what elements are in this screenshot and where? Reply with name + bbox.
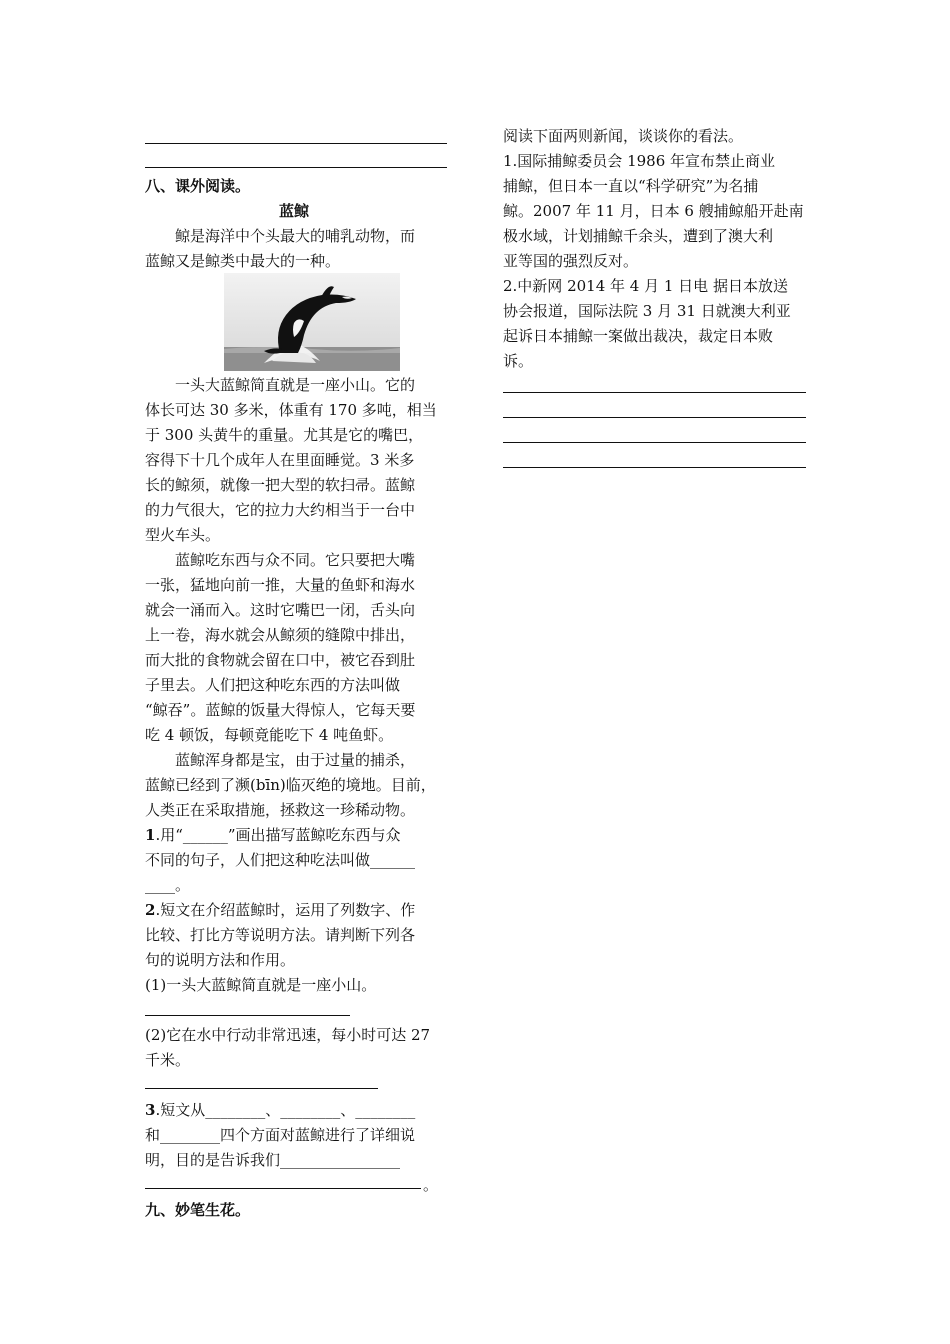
question-2: [145, 900, 415, 920]
paragraph-line: 而大批的食物就会留在口中，被它吞到肚: [145, 651, 416, 669]
question-line: 千米。: [145, 1051, 191, 1069]
answer-line: [503, 392, 806, 393]
news-2-line: 诉。: [503, 352, 534, 370]
news-2-line: 2.中新网 2014 年 4 月 1 日电 据日本放送: [503, 277, 788, 295]
answer-line: [503, 442, 806, 443]
question-text: .用“______”画出描写蓝鲸吃东西与众: [155, 826, 401, 844]
question-2-item-2: (2)它在水中行动非常迅速，每小时可达 27: [145, 1026, 431, 1044]
answer-line: [503, 467, 806, 468]
paragraph-line: 长的鲸须，就像一把大型的软扫帚。蓝鲸: [145, 476, 416, 494]
news-1-line: 鲸。2007 年 11 月，日本 6 艘捕鲸船开赴南: [503, 202, 804, 220]
question-3: [145, 1100, 415, 1120]
paragraph-line: 蓝鲸又是鲸类中最大的一种。: [145, 252, 341, 270]
paragraph-line: 鲸是海洋中个头最大的哺乳动物，而: [175, 227, 416, 245]
question-1: [145, 825, 401, 845]
paragraph-line: 的力气很大，它的拉力大约相当于一台中: [145, 501, 416, 519]
question-line: ____。: [145, 876, 191, 894]
paragraph-line: 于 300 头黄牛的重量。尤其是它的嘴巴，: [145, 426, 424, 444]
paragraph-line: 蓝鲸已经到了濒(bīn)临灭绝的境地。目前，: [145, 776, 436, 794]
paragraph-line: 型火车头。: [145, 526, 221, 544]
question-line-end: 。: [423, 1176, 439, 1194]
question-number: 1: [145, 826, 156, 844]
paragraph-line: 蓝鲸浑身都是宝，由于过量的捕杀，: [175, 751, 416, 769]
orca-icon: [224, 273, 400, 371]
answer-line: [145, 143, 447, 144]
question-text: .短文在介绍蓝鲸时，运用了列数字、作: [155, 901, 416, 919]
question-line: 句的说明方法和作用。: [145, 951, 296, 969]
paragraph-line: 吃 4 顿饭，每顿竟能吃下 4 吨鱼虾。: [145, 726, 394, 744]
news-2-line: 起诉日本捕鲸一案做出裁决，裁定日本败: [503, 327, 774, 345]
question-line: 明，目的是告诉我们________________: [145, 1151, 401, 1169]
news-2-line: 协会报道，国际法院 3 月 31 日就澳大利亚: [503, 302, 791, 320]
answer-line: [503, 417, 806, 418]
paragraph-line: 容得下十几个成年人在里面睡觉。3 米多: [145, 451, 415, 469]
answer-line: [145, 1188, 421, 1189]
question-line: 和________四个方面对蓝鲸进行了详细说: [145, 1126, 416, 1144]
news-1-line: 亚等国的强烈反对。: [503, 252, 639, 270]
question-number: 2: [145, 901, 156, 919]
paragraph-line: 就会一涌而入。这时它嘴巴一闭，舌头向: [145, 601, 416, 619]
orca-photo: [224, 273, 400, 371]
passage-title: 蓝鲸: [279, 202, 310, 220]
question-line: 比较、打比方等说明方法。请判断下列各: [145, 926, 416, 944]
paragraph-line: 子里去。人们把这种吃东西的方法叫做: [145, 676, 401, 694]
news-1-line: 极水域，计划捕鲸千余头，遭到了澳大利: [503, 227, 774, 245]
answer-line: [145, 1015, 350, 1016]
news-1-line: 1.国际捕鲸委员会 1986 年宣布禁止商业: [503, 152, 776, 170]
paragraph-line: 一头大蓝鲸简直就是一座小山。它的: [175, 376, 416, 394]
news-1-line: 捕鲸，但日本一直以“科学研究”为名捕: [503, 177, 759, 195]
section-8-heading: 八、课外阅读。: [145, 177, 251, 195]
paragraph-line: 上一卷，海水就会从鲸须的缝隙中排出，: [145, 626, 416, 644]
answer-line: [145, 167, 447, 168]
section-9-heading: 九、妙笔生花。: [145, 1201, 251, 1219]
news-intro: 阅读下面两则新闻，谈谈你的看法。: [503, 127, 744, 145]
question-text: .短文从________、________、________: [155, 1101, 416, 1119]
question-line: 不同的句子，人们把这种吃法叫做______: [145, 851, 416, 869]
paragraph-line: “鲸吞”。蓝鲸的饭量大得惊人，它每天要: [145, 701, 416, 719]
paragraph-line: 一张，猛地向前一推，大量的鱼虾和海水: [145, 576, 416, 594]
paragraph-line: 蓝鲸吃东西与众不同。它只要把大嘴: [175, 551, 416, 569]
paragraph-line: 体长可达 30 多米，体重有 170 多吨，相当: [145, 401, 437, 419]
paragraph-line: 人类正在采取措施，拯救这一珍稀动物。: [145, 801, 416, 819]
question-2-item-1: (1)一头大蓝鲸简直就是一座小山。: [145, 976, 377, 994]
question-number: 3: [145, 1101, 156, 1119]
answer-line: [145, 1088, 378, 1089]
